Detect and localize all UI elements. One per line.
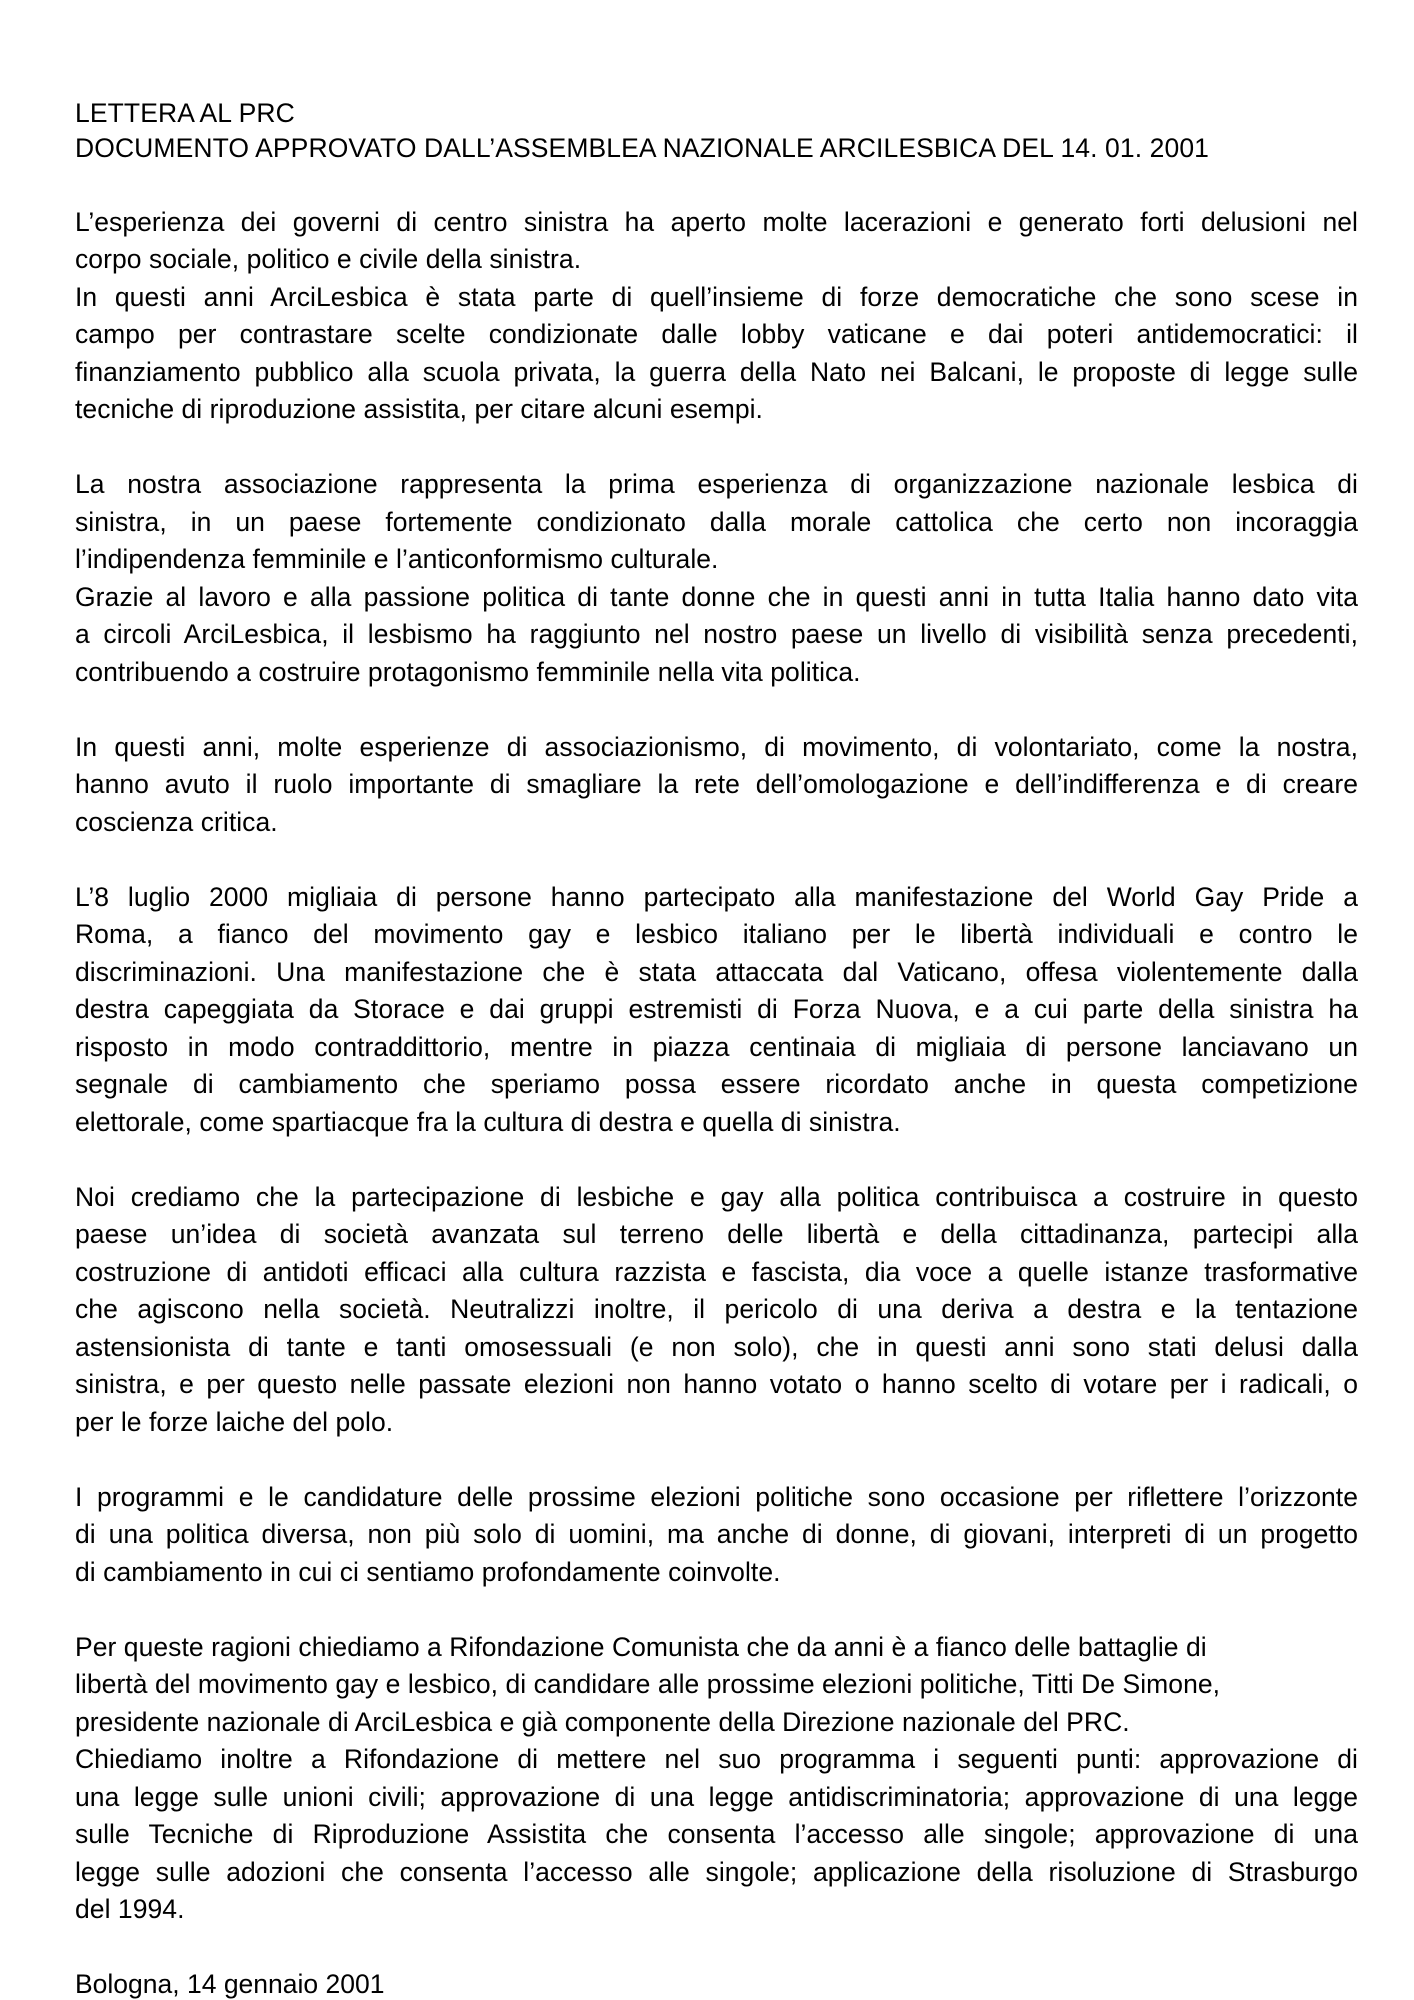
paragraph-line: sinistra, e per questo nelle passate elezioni non hanno votato o hanno scelto di votare per i radicali, o (75, 1369, 1358, 1399)
paragraph-line: Chiediamo inoltre a Rifondazione di mettere nel suo programma i seguenti punti: approvazione di (75, 1744, 1358, 1774)
document-heading (75, 96, 1358, 166)
paragraph-line: costruzione di antidoti efficaci alla cultura razzista e fascista, dia voce a quelle istanze trasformative (75, 1256, 1358, 1287)
paragraph-line: discriminazioni. Una manifestazione che è stata attaccata dal Vaticano, offesa violentemente dalla (75, 956, 1358, 987)
paragraph-line: Per queste ragioni chiediamo a Rifondazione Comunista che da anni è a fianco delle battaglie di (75, 1631, 1207, 1662)
paragraph-line: presidente nazionale di ArciLesbica e già componente della Direzione nazionale del PRC. (75, 1706, 1130, 1737)
paragraph-line: I programmi e le candidature delle prossime elezioni politiche sono occasione per riflettere l’orizzonte (75, 1481, 1358, 1512)
paragraph-line: finanziamento pubblico alla scuola privata, la guerra della Nato nei Balcani, le proposte di legge sulle (75, 356, 1358, 387)
paragraph-line: campo per contrastare scelte condizionate dalle lobby vaticane e dai poteri antidemocratici: il (75, 319, 1358, 349)
paragraph-line: In questi anni, molte esperienze di associazionismo, di movimento, di volontariato, come la nostra, (75, 731, 1358, 762)
paragraph-line: risposto in modo contraddittorio, mentre in piazza centinaia di migliaia di persone lanciavano un (75, 1031, 1358, 1062)
paragraph-line: di cambiamento in cui ci sentiamo profondamente coinvolte. (75, 1556, 781, 1587)
document-body (75, 96, 1358, 2000)
paragraph-line: coscienza critica. (75, 806, 278, 837)
paragraph-line: elettorale, come spartiacque fra la cultura di destra e quella di sinistra. (75, 1106, 901, 1137)
paragraph-line: Roma, a fianco del movimento gay e lesbico italiano per le libertà individuali e contro le (75, 919, 1358, 949)
paragraph-line: l’indipendenza femminile e l’anticonformismo culturale. (75, 544, 719, 574)
paragraph-line: Noi crediamo che la partecipazione di lesbiche e gay alla politica contribuisca a costruire in questo (75, 1181, 1358, 1212)
paragraph-line: che agiscono nella società. Neutralizzi inoltre, il pericolo di una deriva a destra e la tentazione (75, 1294, 1358, 1324)
paragraph-line: a circoli ArciLesbica, il lesbismo ha raggiunto nel nostro paese un livello di visibilità senza precedenti, (75, 619, 1358, 649)
paragraph-line: La nostra associazione rappresenta la prima esperienza di organizzazione nazionale lesbica di (75, 469, 1358, 499)
paragraph-line: hanno avuto il ruolo importante di smagliare la rete dell’omologazione e dell’indifferenza e di creare (75, 769, 1358, 799)
paragraph-line: sinistra, in un paese fortemente condizionato dalla morale cattolica che certo non incoraggia (75, 506, 1358, 537)
paragraph-line: del 1994. (75, 1894, 185, 1924)
paragraph-line: In questi anni ArciLesbica è stata parte di quell’insieme di forze democratiche che sono scese in (75, 281, 1358, 312)
paragraph (75, 879, 1358, 1142)
paragraph (75, 729, 1358, 842)
paragraph-gap (75, 1441, 1358, 1479)
paragraph-line: una legge sulle unioni civili; approvazione di una legge antidiscriminatoria; approvazione di una legge (75, 1781, 1358, 1812)
paragraph-line: corpo sociale, politico e civile della sinistra. (75, 244, 582, 274)
paragraph-line: Grazie al lavoro e alla passione politica di tante donne che in questi anni in tutta Italia hanno dato vita (75, 581, 1358, 612)
paragraph-line: libertà del movimento gay e lesbico, di candidare alle prossime elezioni politiche, Titti De Simone, (75, 1669, 1221, 1699)
paragraph-line: destra capeggiata da Storace e dai gruppi estremisti di Forza Nuova, e a cui parte della sinistra ha (75, 994, 1358, 1024)
paragraph-line: per le forze laiche del polo. (75, 1406, 394, 1437)
paragraph-line: di una politica diversa, non più solo di uomini, ma anche di donne, di giovani, interpreti di un progetto (75, 1519, 1358, 1549)
paragraph-gap (75, 691, 1358, 729)
paragraph-gap (75, 841, 1358, 879)
paragraph (75, 204, 1358, 429)
heading-paragraph-gap (75, 166, 1358, 204)
paragraph-line: contribuendo a costruire protagonismo femminile nella vita politica. (75, 656, 861, 687)
paragraph-line: sulle Tecniche di Riproduzione Assistita che consenta l’accesso alle singole; approvazione di una (75, 1819, 1358, 1849)
paragraph-line: paese un’idea di società avanzata sul terreno delle libertà e della cittadinanza, partecipi alla (75, 1219, 1358, 1249)
paragraph (75, 1479, 1358, 1592)
paragraph (75, 1179, 1358, 1442)
paragraph-gap (75, 1929, 1358, 1967)
heading-line-subtitle: DOCUMENTO APPROVATO DALL’ASSEMBLEA NAZIONALE ARCILESBICA DEL 14. 01. 2001 (75, 133, 1210, 163)
paragraph-gap (75, 429, 1358, 467)
paragraph-line: segnale di cambiamento che speriamo possa essere ricordato anche in questa competizione (75, 1069, 1358, 1099)
paragraph-gap (75, 1591, 1358, 1629)
paragraph-line: L’esperienza dei governi di centro sinistra ha aperto molte lacerazioni e generato forti delusioni nel (75, 206, 1358, 237)
paragraph (75, 1629, 1358, 1929)
paragraph-line: astensionista di tante e tanti omosessuali (e non solo), che in questi anni sono stati delusi dalla (75, 1331, 1358, 1362)
paragraph (75, 466, 1358, 691)
paragraph-container (75, 204, 1358, 1967)
paragraph-line: legge sulle adozioni che consenta l’accesso alle singole; applicazione della risoluzione di Strasburgo (75, 1856, 1358, 1887)
paragraph-line: L’8 luglio 2000 migliaia di persone hanno partecipato alla manifestazione del World Gay Pride a (75, 881, 1358, 912)
closing-line: Bologna, 14 gennaio 2001 (75, 1969, 385, 1999)
paragraph-line: tecniche di riproduzione assistita, per citare alcuni esempi. (75, 394, 763, 424)
heading-line-title: LETTERA AL PRC (75, 98, 295, 128)
paragraph-gap (75, 1141, 1358, 1179)
